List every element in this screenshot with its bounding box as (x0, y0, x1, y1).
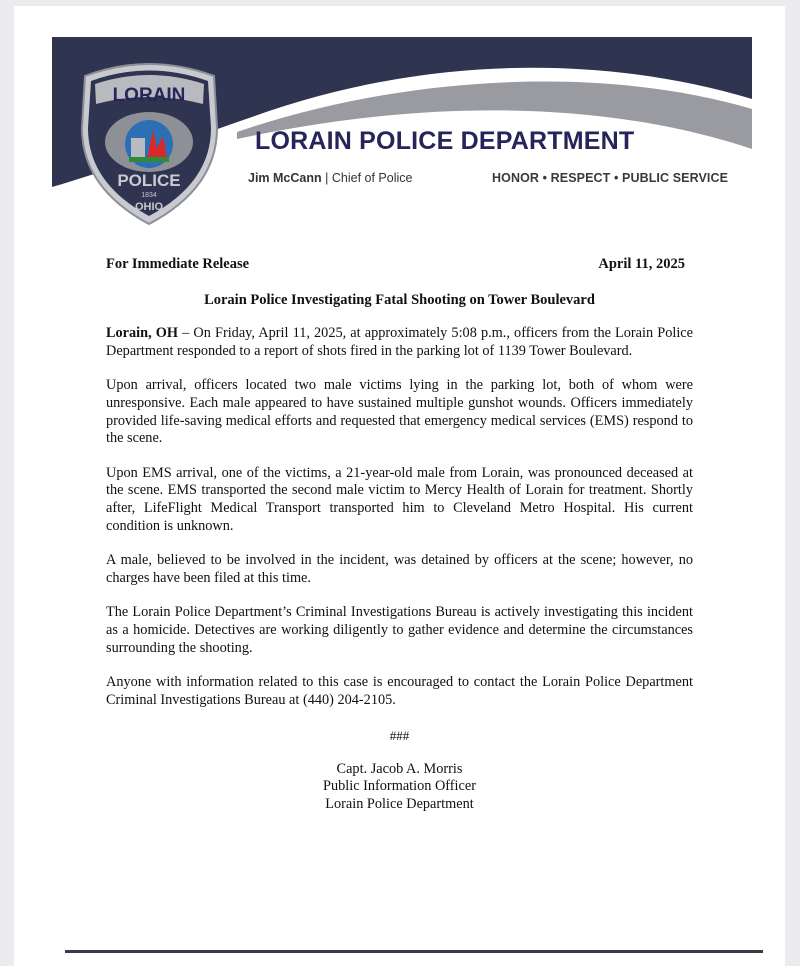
signature-name: Capt. Jacob A. Morris (336, 760, 463, 777)
chief-line (248, 171, 412, 185)
dateline: Lorain, OH (106, 325, 179, 342)
paragraph-6: Anyone with information related to this case is encouraged to contact the Lorain Police Department Criminal Investigations Bureau at (440) 204-2105. (106, 674, 693, 708)
chief-separator: | (325, 171, 329, 185)
department-motto: HONOR • RESPECT • PUBLIC SERVICE (492, 171, 729, 185)
press-release-body (106, 256, 693, 814)
release-date: April 11, 2025 (598, 256, 685, 272)
paragraph-5: The Lorain Police Department’s Criminal Investigations Bureau is actively investigating this incident as a homicide. Detectives are working diligently to gather evidence and determine the circumstances surrounding the shooting. (106, 604, 693, 656)
signature-title: Public Information Officer (323, 778, 476, 795)
footer-rule (65, 950, 763, 953)
svg-text:OHIO: OHIO (134, 201, 164, 213)
svg-text:1834: 1834 (141, 192, 157, 199)
paragraph-1-text: – On Friday, April 11, 2025, at approximately 5:08 p.m., officers from the Lorain Police Department responded to a report of shots fired in the parking lot of 1139 Tower Boulevard. (106, 325, 693, 359)
department-title: LORAIN POLICE DEPARTMENT (255, 127, 635, 155)
svg-text:LORAIN: LORAIN (112, 85, 186, 106)
paragraph-4: A male, believed to be involved in the incident, was detained by officers at the scene; however, no charges have been filed at this time. (106, 552, 693, 586)
chief-name: Jim McCann (248, 171, 322, 185)
end-mark: ### (389, 728, 410, 744)
paragraph-2: Upon arrival, officers located two male victims lying in the parking lot, both of whom were unresponsive. Each male appeared to have sustained multiple gunshot wounds. Officers immediately provided life-saving medical efforts and requested that emergency medical services (EMS) respond to the scene. (106, 377, 693, 447)
chief-title: Chief of Police (331, 171, 413, 185)
release-label: For Immediate Release (106, 256, 250, 272)
signature-organization: Lorain Police Department (325, 796, 474, 813)
paragraph-3: Upon EMS arrival, one of the victims, a 21-year-old male from Lorain, was pronounced deceased at the scene. EMS transported the second male victim to Mercy Health of Lorain for treatment. Shortly after, LifeFlight Medical Transport transported him to Cleveland Metro Hospital. His current condition is unknown. (106, 464, 693, 534)
release-info-row (106, 256, 693, 274)
signature-block (106, 761, 693, 814)
police-badge-icon (77, 58, 222, 226)
paragraph-1 (106, 325, 693, 360)
document-page (14, 6, 785, 966)
letterhead (52, 37, 752, 227)
release-headline: Lorain Police Investigating Fatal Shooting on Tower Boulevard (204, 291, 595, 308)
svg-text:POLICE: POLICE (117, 171, 181, 190)
